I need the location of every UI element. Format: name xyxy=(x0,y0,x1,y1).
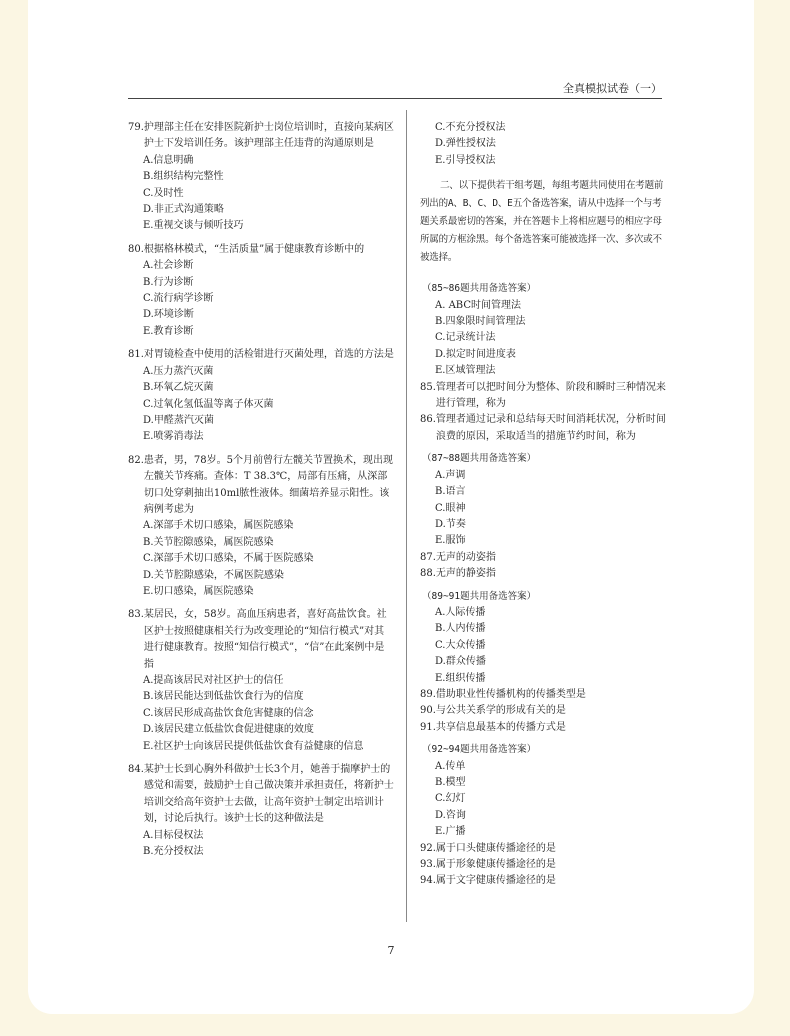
question-text: 属于口头健康传播途径的是 xyxy=(435,842,556,854)
group-question xyxy=(420,687,670,703)
question-text: 护理部主任在安排医院新护士岗位培训时，直接向某病区护士下发培训任务。该护理部主任违背的沟通原则是 xyxy=(143,122,394,150)
shared-option: D.咨询 xyxy=(435,809,466,821)
question-text: 借助职业性传播机构的传播类型是 xyxy=(435,688,586,700)
group-question xyxy=(420,550,670,566)
answer-option: A.信息明确 xyxy=(143,154,194,166)
answer-option: C.及时性 xyxy=(143,187,184,199)
group-question xyxy=(420,412,670,445)
question-stem xyxy=(128,120,394,153)
group-question xyxy=(420,380,670,413)
question-item xyxy=(128,120,394,235)
question-group xyxy=(420,589,670,737)
answer-option: A.压力蒸汽灭菌 xyxy=(143,365,214,377)
question-text: 无声的静姿指 xyxy=(435,568,496,580)
shared-option: C.眼神 xyxy=(435,502,466,514)
question-stem xyxy=(128,762,394,828)
question-number: 92. xyxy=(420,842,436,854)
question-item xyxy=(128,453,394,601)
shared-option: E.服饰 xyxy=(435,535,466,547)
question-stem xyxy=(128,242,394,258)
answer-option: E.切口感染，属医院感染 xyxy=(143,585,254,597)
shared-option: A.人际传播 xyxy=(435,606,486,618)
question-number: 90. xyxy=(420,705,436,717)
group-question xyxy=(420,841,670,857)
answer-option: A.目标侵权法 xyxy=(143,829,204,841)
answer-option: A.社会诊断 xyxy=(143,260,194,272)
question-number: 82. xyxy=(128,454,144,466)
answer-option: A.提高该居民对社区护士的信任 xyxy=(143,675,284,686)
question-text: 共享信息最基本的传播方式是 xyxy=(435,721,566,733)
answer-option: C.过氧化氢低温等离子体灭菌 xyxy=(143,398,274,410)
header-title: 全真模拟试卷（一） xyxy=(563,82,662,95)
answer-option: D.该居民建立低盐饮食促进健康的效度 xyxy=(143,724,314,736)
shared-option: E.组织传播 xyxy=(435,672,486,684)
question-group xyxy=(420,742,670,890)
group-question xyxy=(420,703,670,719)
question-item xyxy=(128,242,394,340)
answer-option: E.喷雾消毒法 xyxy=(143,431,204,443)
question-stem xyxy=(128,453,394,519)
group-question xyxy=(420,873,670,889)
question-stem xyxy=(128,607,394,673)
shared-option: A.声调 xyxy=(435,469,466,481)
column-divider xyxy=(406,110,407,922)
answer-option: C.流行病学诊断 xyxy=(143,293,214,305)
question-text: 管理者可以把时间分为整体、阶段和瞬时三种情况来进行管理，称为 xyxy=(435,381,666,410)
question-text: 某居民，女，58岁。高血压病患者，喜好高盐饮食。社区护士按照健康相关行为改变理论的“知信行模式”对其进行健康教育。按照“知信行模式”，“信”在此案例中是指 xyxy=(143,609,387,670)
section-instruction: 二、以下提供若干组考题，每组考题共同使用在考题前列出的A、B、C、D、E五个备选答案，请从中选择一个与考题关系最密切的答案，并在答题卡上将相应题号的相应字母所属的方框涂黑。每个备选答案可能被选择一次、多次或不被选择。 xyxy=(420,180,664,264)
shared-option: A. ABC时间管理法 xyxy=(435,299,521,311)
answer-option: E.教育诊断 xyxy=(143,325,194,337)
question-item xyxy=(128,762,394,860)
question-text: 某护士长到心胸外科做护士长3个月，她善于揣摩护士的感觉和需要，鼓励护士自己做决策并承担责任，将新护士培训交给高年资护士去做，让高年资护士制定出培训计划，讨论后执行。该护士长的这种做法是 xyxy=(143,764,394,825)
group-heading: （85~86题共用备选答案） xyxy=(422,283,537,295)
question-text: 管理者通过记录和总结每天时间消耗状况，分析时间浪费的原因，采取适当的措施节约时间，称为 xyxy=(435,414,666,442)
answer-option: D.甲醛蒸汽灭菌 xyxy=(143,414,214,426)
answer-option: E.引导授权法 xyxy=(435,154,496,166)
left-column xyxy=(128,120,394,867)
shared-option: B.模型 xyxy=(435,777,466,788)
shared-option: C.大众传播 xyxy=(435,639,486,651)
question-group xyxy=(420,281,670,445)
question-number: 93. xyxy=(420,859,436,871)
question-text: 属于形象健康传播途径的是 xyxy=(435,859,556,871)
question-number: 86. xyxy=(420,414,436,426)
right-column xyxy=(420,120,670,896)
question-text: 患者，男，78岁。5个月前曾行左髋关节置换术，现出现左髋关节疼痛。查体：T 38.3℃，局部有压痛，从深部切口处穿刺抽出10ml脓性液体。细菌培养显示阳性。该病例考虑为 xyxy=(143,454,393,515)
question-84-continued-options xyxy=(420,120,670,169)
shared-option: A.传单 xyxy=(435,760,466,772)
shared-option: B.四象限时间管理法 xyxy=(435,316,526,328)
answer-option: B.组织结构完整性 xyxy=(143,171,224,183)
shared-option: B.人内传播 xyxy=(435,623,486,635)
answer-option: B.关节腔隙感染，属医院感染 xyxy=(143,536,274,548)
answer-option: D.环境诊断 xyxy=(143,309,194,321)
shared-option: E.广播 xyxy=(435,826,466,838)
answer-option: E.重视交谈与倾听技巧 xyxy=(143,220,244,232)
shared-option: C.记录统计法 xyxy=(435,332,496,344)
answer-option: C.该居民形成高盐饮食危害健康的信念 xyxy=(143,707,314,719)
group-heading: （89~91题共用备选答案） xyxy=(422,590,537,602)
question-number: 88. xyxy=(420,568,436,580)
question-number: 94. xyxy=(420,875,436,887)
answer-option: C.不充分授权法 xyxy=(435,122,506,133)
question-item xyxy=(128,347,394,445)
question-number: 80. xyxy=(128,243,144,255)
question-text: 属于文字健康传播途径的是 xyxy=(435,875,556,887)
group-question xyxy=(420,857,670,873)
answer-option: B.行为诊断 xyxy=(143,276,194,288)
answer-option: D.弹性授权法 xyxy=(435,138,496,150)
group-question xyxy=(420,566,670,582)
answer-option: D.关节腔隙感染，不属医院感染 xyxy=(143,569,284,581)
answer-option: D.非正式沟通策略 xyxy=(143,204,224,216)
question-group xyxy=(420,451,670,582)
question-text: 无声的动姿指 xyxy=(435,551,496,563)
question-text: 根据格林模式，“生活质量”属于健康教育诊断中的 xyxy=(143,243,365,255)
answer-option: B.该居民能达到低盐饮食行为的信度 xyxy=(143,691,304,703)
question-number: 91. xyxy=(420,721,436,733)
page-number: 7 xyxy=(387,944,395,957)
page-header xyxy=(128,80,662,99)
question-number: 81. xyxy=(128,349,144,361)
shared-option: B.语言 xyxy=(435,486,466,498)
answer-option: B.环氧乙烷灭菌 xyxy=(143,382,214,394)
answer-option: C.深部手术切口感染，不属于医院感染 xyxy=(143,553,314,565)
answer-option: B.充分授权法 xyxy=(143,846,204,858)
question-text: 与公共关系学的形成有关的是 xyxy=(435,705,566,717)
group-heading: （87~88题共用备选答案） xyxy=(422,453,537,465)
question-number: 84. xyxy=(128,764,144,776)
shared-option: D.节奏 xyxy=(435,518,466,530)
question-number: 89. xyxy=(420,688,436,700)
question-text: 对胃镜检查中使用的活检钳进行灭菌处理，首选的方法是 xyxy=(143,349,394,361)
answer-option: E.社区护士向该居民提供低盐饮食有益健康的信息 xyxy=(143,740,364,752)
question-number: 85. xyxy=(420,381,436,393)
answer-option: A.深部手术切口感染，属医院感染 xyxy=(143,520,294,532)
question-number: 87. xyxy=(420,551,436,563)
question-number: 83. xyxy=(128,609,144,621)
question-stem xyxy=(128,347,394,363)
question-number: 79. xyxy=(128,122,144,133)
group-question xyxy=(420,720,670,736)
shared-option: E.区域管理法 xyxy=(435,365,496,377)
exam-page xyxy=(28,0,754,1014)
shared-option: C.幻灯 xyxy=(435,793,466,805)
group-heading: （92~94题共用备选答案） xyxy=(422,744,537,756)
question-item xyxy=(128,607,394,755)
shared-option: D.拟定时间进度表 xyxy=(435,348,516,360)
shared-option: D.群众传播 xyxy=(435,656,486,668)
